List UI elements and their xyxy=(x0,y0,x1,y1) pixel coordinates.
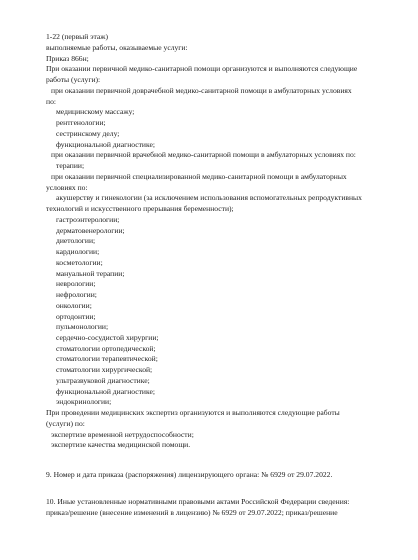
list-item: стоматологии хирургической; xyxy=(56,365,153,374)
list-item: эндокринологии; xyxy=(56,397,112,406)
list-item: косметологии; xyxy=(56,258,103,267)
list-item: мануальной терапии; xyxy=(56,269,125,278)
text-line: Приказ 866н; xyxy=(46,54,89,63)
text-line: При проведении медицинских экспертиз организуются и выполняются следующие работы xyxy=(46,408,340,417)
list-item: рентгенологии; xyxy=(56,118,106,127)
text-line: приказ/решение (внесение изменений в лицензию) № 6929 от 29.07.2022; приказ/решение xyxy=(46,508,338,517)
text-line: технологий и искусственного прерывания беременности); xyxy=(46,204,234,213)
list-item: функциональной диагностике; xyxy=(56,387,155,396)
text-line: выполняемые работы, оказываемые услуги: xyxy=(46,43,188,52)
text-line: по: xyxy=(46,97,56,106)
list-item: ортодонтии; xyxy=(56,312,96,321)
list-item: сердечно-сосудистой хирургии; xyxy=(56,333,159,342)
text-line: условиях по: xyxy=(46,183,88,192)
list-item: дерматовенерологии; xyxy=(56,226,125,235)
text-line: работы (услуги): xyxy=(46,75,101,84)
list-item: онкологии; xyxy=(56,301,92,310)
text-line: (услуги) по: xyxy=(46,419,85,428)
list-item: диетологии; xyxy=(56,236,96,245)
text-line: при оказании первичной доврачебной медико-санитарной помощи в амбулаторных условиях xyxy=(51,86,352,95)
list-item: сестринскому делу; xyxy=(56,129,120,138)
text-line: при оказании первичной врачебной медико-санитарной помощи в амбулаторных условиях по: xyxy=(51,150,356,159)
list-item: экспертизе временной нетрудоспособности; xyxy=(51,430,194,439)
list-item: функциональной диагностике; xyxy=(56,140,155,149)
list-item: терапии; xyxy=(56,161,85,170)
section-10-text: 10. Иные установленные нормативными правовыми актами Российской Федерации сведения: xyxy=(46,497,350,506)
list-item: экспертизе качества медицинской помощи. xyxy=(51,440,191,449)
list-item: пульмонологии; xyxy=(56,322,109,331)
text-line: При оказании первичной медико-санитарной помощи организуются и выполняются следующие xyxy=(46,64,358,73)
list-item: ультразвуковой диагностике; xyxy=(56,376,150,385)
list-item: стоматологии ортопедической; xyxy=(56,344,156,353)
text-line: при оказании первичной специализированной медико-санитарной помощи в амбулаторных xyxy=(51,172,347,181)
section-9-text: 9. Номер и дата приказа (распоряжения) лицензирующего органа: № 6929 от 29.07.2022. xyxy=(46,470,333,479)
list-item: нефрологии; xyxy=(56,290,97,299)
list-item: медицинскому массажу; xyxy=(56,107,135,116)
list-item: неврологии; xyxy=(56,279,96,288)
list-item: кардиологии; xyxy=(56,247,100,256)
text-line: 1-22 (первый этаж) xyxy=(46,32,109,41)
list-item: гастроэнтерологии; xyxy=(56,215,120,224)
list-item: стоматологии терапевтической; xyxy=(56,354,158,363)
list-item: акушерству и гинекологии (за исключением использования вспомогательных репродуктивных xyxy=(56,193,362,202)
